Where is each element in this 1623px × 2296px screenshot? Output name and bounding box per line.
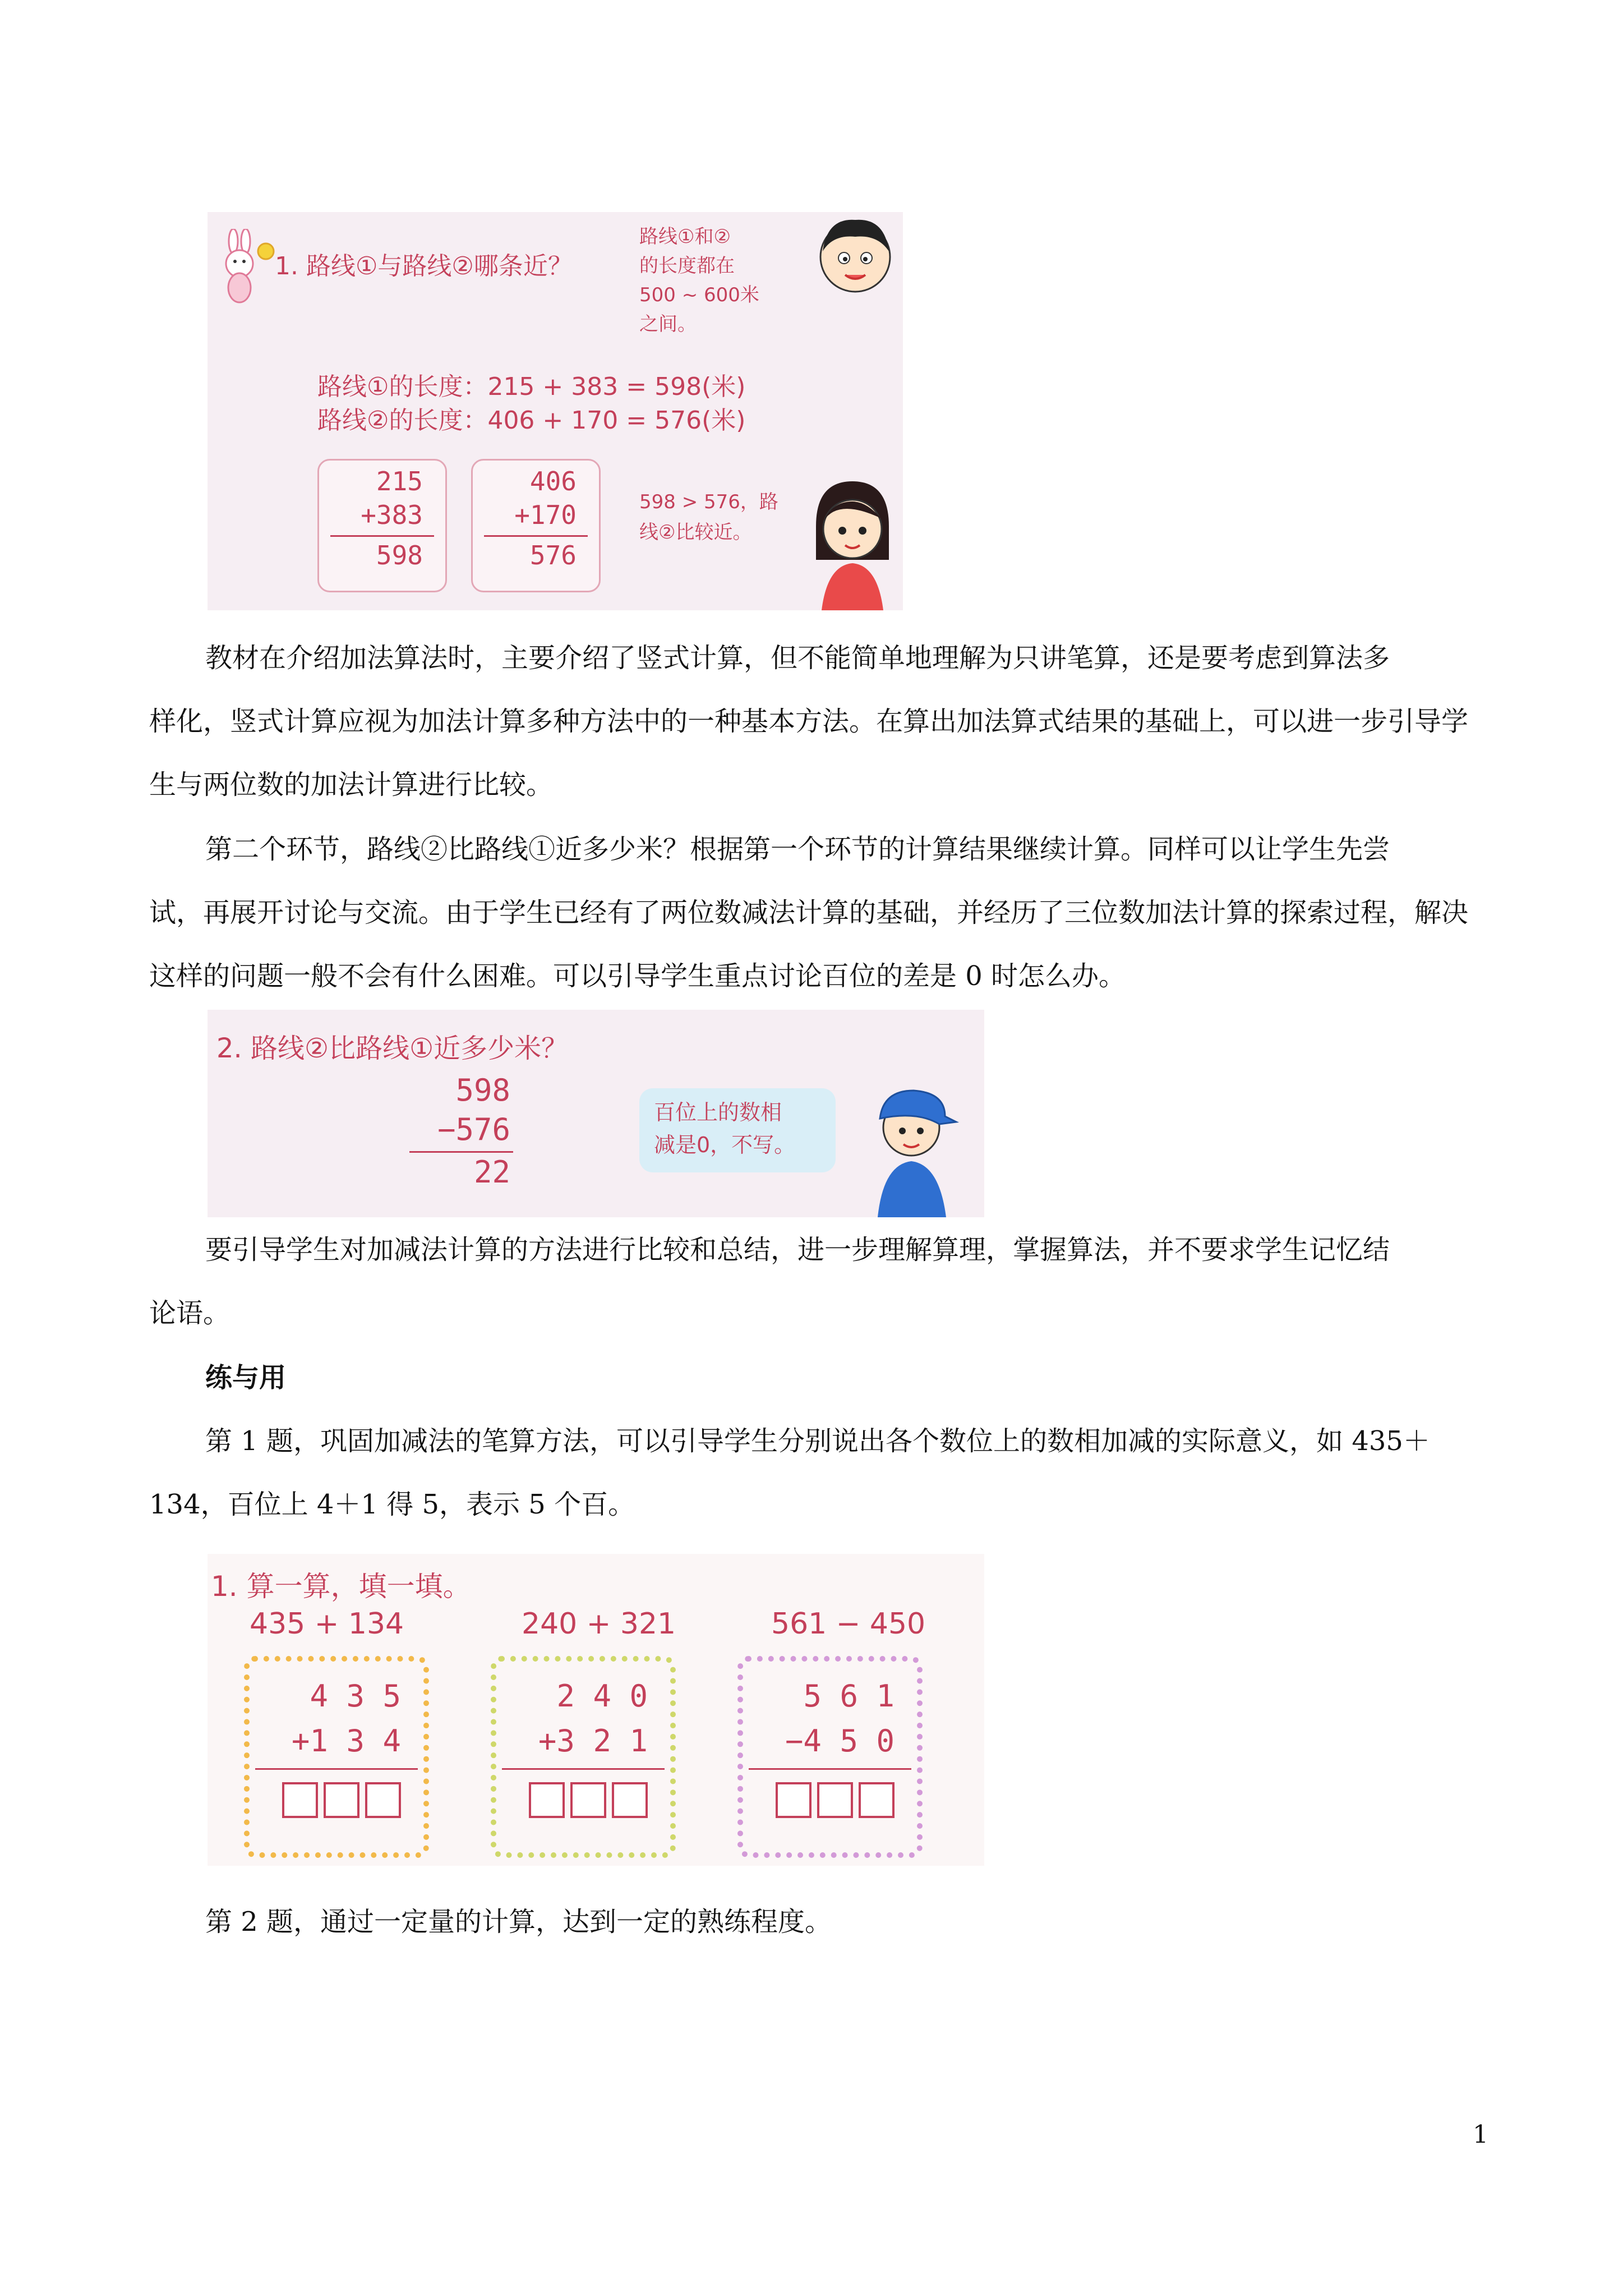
figure-route-addition xyxy=(208,212,903,610)
exercise-frame-2: 2 4 0 +3 2 1 xyxy=(491,1656,676,1858)
answer-box[interactable] xyxy=(324,1782,359,1818)
answer-box[interactable] xyxy=(365,1782,401,1818)
exercise-expr-3: 561 − 450 xyxy=(771,1607,926,1641)
exercise-expr-2: 240 + 321 xyxy=(522,1607,676,1641)
speech-bubble-top: 路线①和② 的长度都在 500 ~ 600米 之间。 xyxy=(639,226,759,335)
answer-box[interactable] xyxy=(612,1782,648,1818)
speech-bubble-hundreds: 百位上的数相 减是0，不写。 xyxy=(639,1088,836,1172)
paragraph-compare-summary: 要引导学生对加减法计算的方法进行比较和总结，进一步理解算理，掌握算法，并不要求学生记忆结 论语。 xyxy=(149,1234,1390,1329)
answer-box[interactable] xyxy=(776,1782,811,1818)
speech-bubble-bottom: 598 > 576，路 线②比较近。 xyxy=(639,491,778,544)
exercise-frame-1: 4 3 5 +1 3 4 xyxy=(244,1656,429,1858)
figure2-question: 2. 路线②比路线①近多少米？ xyxy=(216,1033,569,1064)
answer-boxes-3[interactable] xyxy=(776,1782,900,1818)
route1-length: 路线①的长度：215 + 383 = 598(米) xyxy=(317,372,746,401)
paragraph-exercise-2: 第 2 题，通过一定量的计算，达到一定的熟练程度。 xyxy=(205,1906,832,1938)
answer-box[interactable] xyxy=(282,1782,318,1818)
figure1-question: 1. 路线①与路线②哪条近？ xyxy=(275,252,573,280)
answer-box[interactable] xyxy=(817,1782,853,1818)
paragraph-second-step: 第二个环节，路线②比路线①近多少米？根据第一个环节的计算结果继续计算。同样可以让学生先尝 试，再展开讨论与交流。由于学生已经有了两位数减法计算的基础，并经历了三位数加法计算的探索过程，解决这样的问题一般不会有什么困难。可以引导学生重点讨论百位的差是 0 时怎么办。 xyxy=(149,834,1469,992)
vertical-calc-route1: 215 +383 598 xyxy=(317,459,447,592)
section-heading-practice: 练与用 xyxy=(205,1362,287,1393)
answer-boxes-2[interactable] xyxy=(529,1782,653,1818)
figure-calc-fill xyxy=(208,1554,984,1866)
vertical-calc-route2: 406 +170 576 xyxy=(471,459,601,592)
paragraph-exercise-1: 第 1 题，巩固加减法的笔算方法，可以引导学生分别说出各个数位上的数相加减的实际意义，如 435＋ 134，百位上 4＋1 得 5，表示 5 个百。 xyxy=(149,1425,1430,1520)
answer-box[interactable] xyxy=(570,1782,606,1818)
rabbit-icon xyxy=(211,229,278,307)
exercise-frame-3: 5 6 1 −4 5 0 xyxy=(737,1656,923,1858)
figure-route-subtraction: 2. 路线②比路线①近多少米？ 598 −576 22 百位上的数相 减是0，不写。 xyxy=(208,1010,984,1217)
answer-box[interactable] xyxy=(529,1782,565,1818)
figure3-title: 1. 算一算，填一填。 xyxy=(211,1570,471,1603)
exercise-expr-1: 435 + 134 xyxy=(250,1607,404,1641)
paragraph-addition-method: 教材在介绍加法算法时，主要介绍了竖式计算，但不能简单地理解为只讲笔算，还是要考虑到算法多 样化，竖式计算应视为加法计算多种方法中的一种基本方法。在算出加法算式结果的基础上，可以进一步引导学生与两位数的加法计算进行比较。 xyxy=(149,642,1469,800)
boy-face-icon xyxy=(810,212,900,296)
route2-length: 路线②的长度：406 + 170 = 576(米) xyxy=(317,406,746,435)
boy-cap-icon xyxy=(866,1077,962,1217)
girl-face-icon xyxy=(805,476,900,610)
answer-boxes-1[interactable] xyxy=(282,1782,407,1818)
answer-box[interactable] xyxy=(859,1782,895,1818)
page-number: 1 xyxy=(1473,2120,1488,2149)
